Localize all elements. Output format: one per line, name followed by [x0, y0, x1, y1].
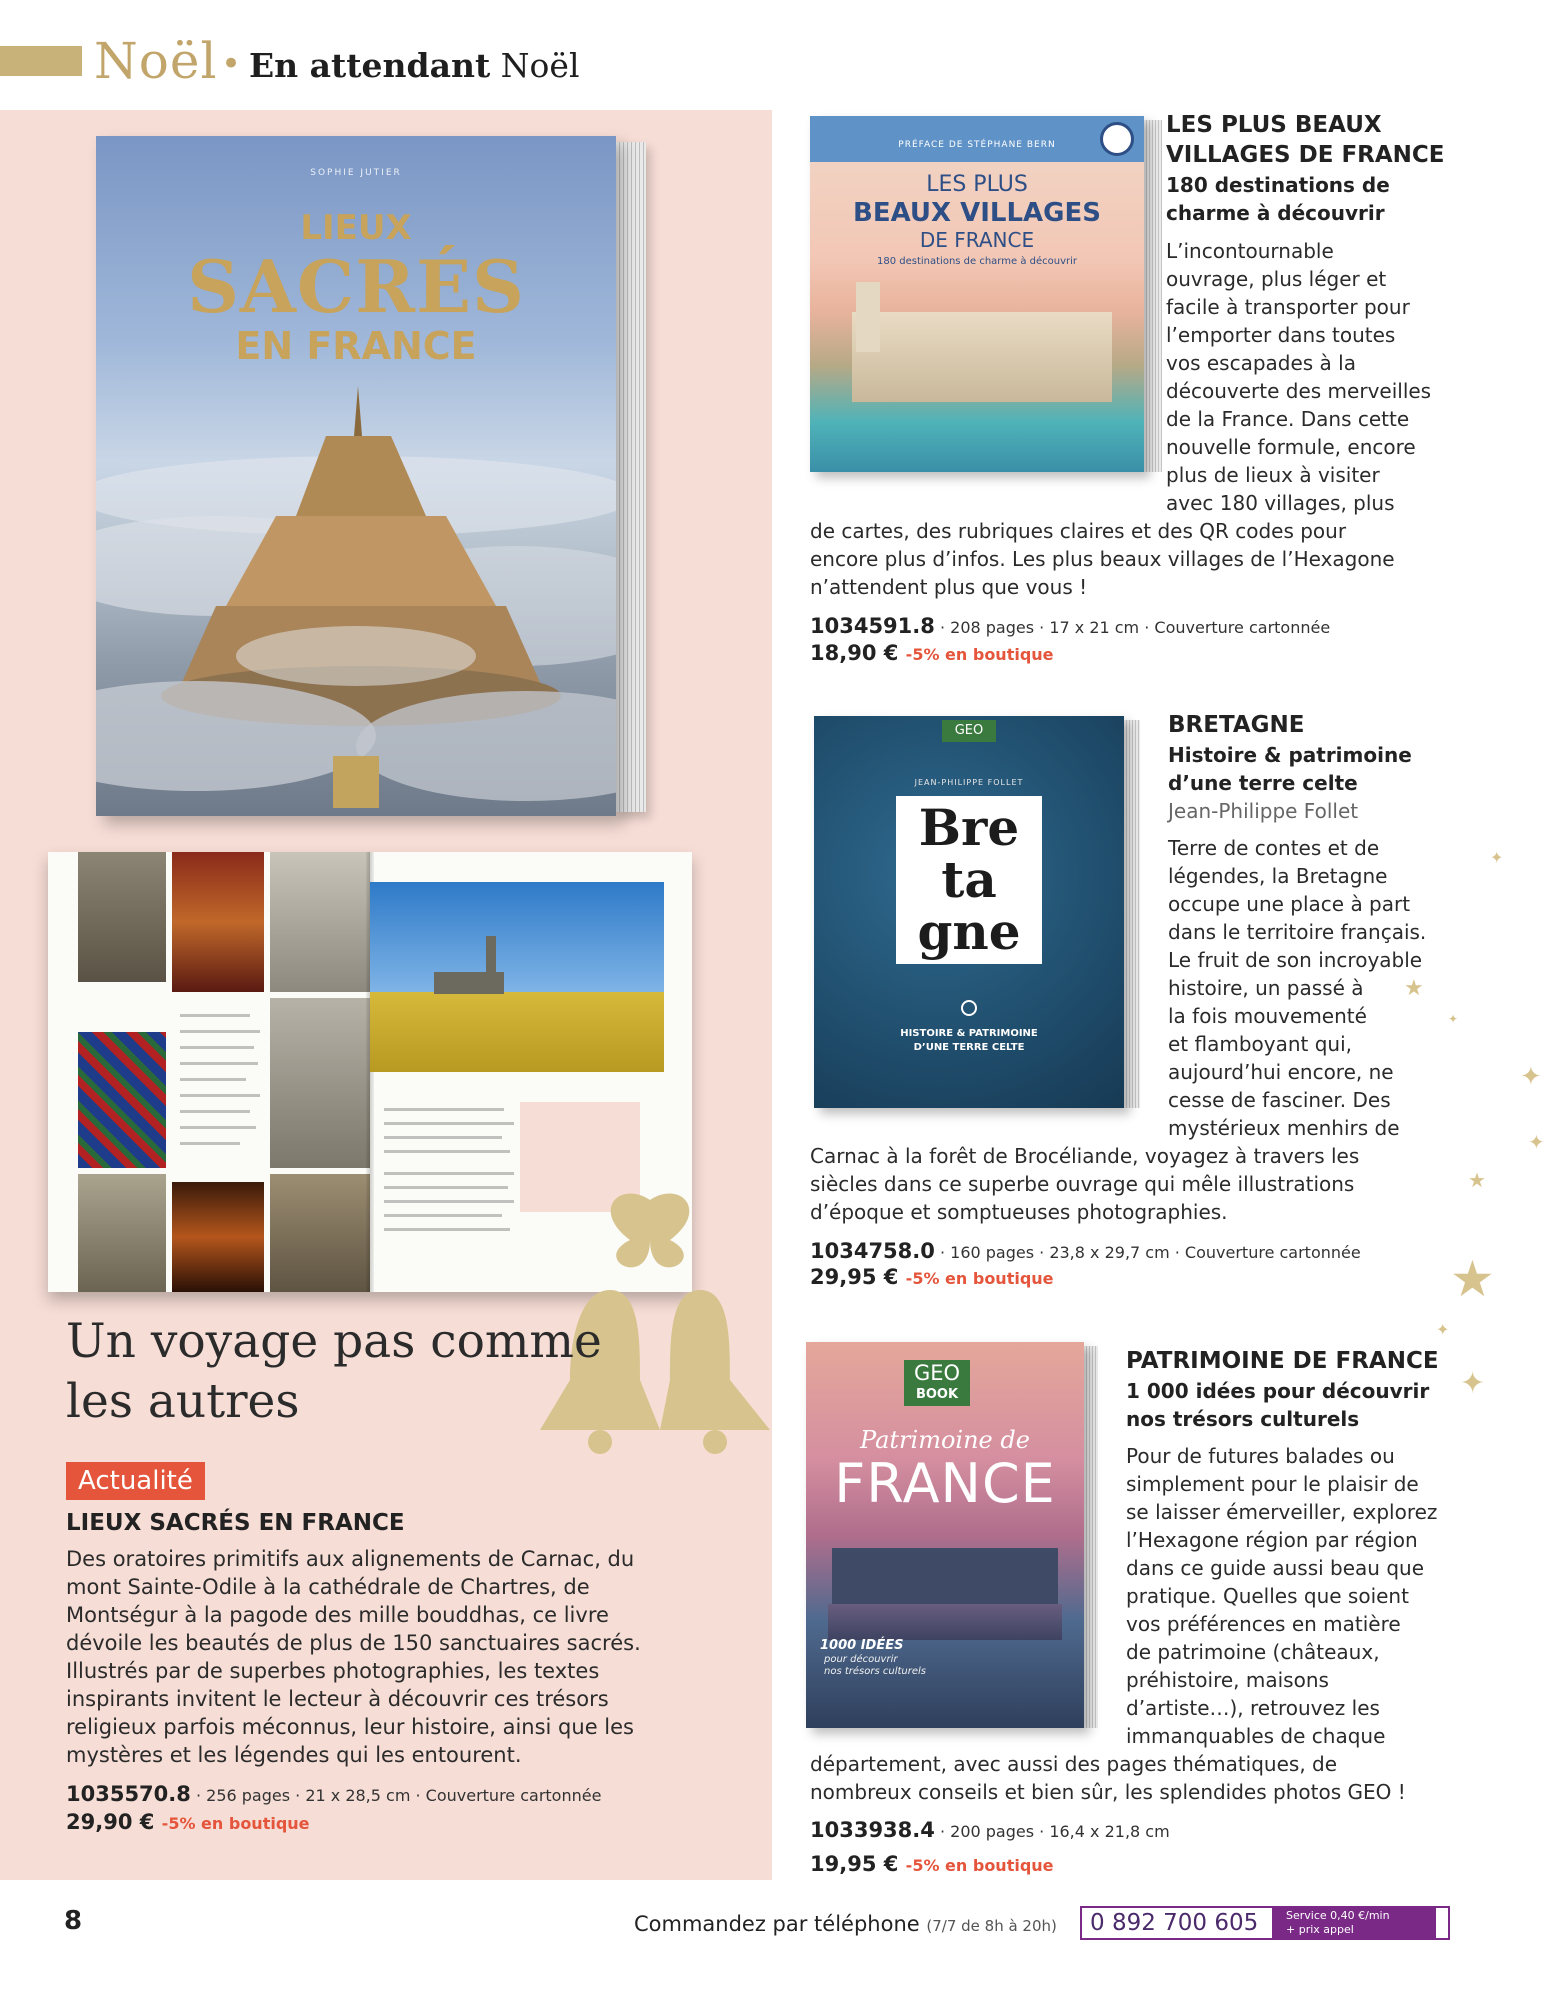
book1-price — [810, 641, 1054, 665]
star-icon: ✦ — [1490, 848, 1504, 867]
book3-cover-ideas-sub — [824, 1654, 926, 1678]
star-icon: ★ — [1404, 976, 1424, 1001]
text-line: la fois mouvementé — [1168, 1004, 1367, 1028]
village-tower — [856, 282, 880, 352]
book1-cover-preface: PRÉFACE DE STÉPHANE BERN — [898, 140, 1056, 150]
star-icon: ★ — [1450, 1250, 1495, 1308]
badge-icon — [1100, 122, 1134, 156]
book1-subtitle-line2: charme à découvrir — [1166, 201, 1385, 225]
main-book-description: Des oratoires primitifs aux alignements de Carnac, du mont Sainte-Odile à la cathédrale de Chartres, de Montségur à la pagode des mille bouddhas, ce livre dévoile les beautés de plus de 150 sanctuaires sacrés. Illustrés par de superbes photographies, les textes inspirants invitent le lecteur à découvrir ces trésors religieux parfois méconnus, leur histoire, ainsi que les mystères et les légendes qui les entourent. — [66, 1547, 641, 1767]
book1-title-line1: LES PLUS BEAUX — [1166, 112, 1382, 138]
price-value: 18,90 € — [810, 641, 899, 665]
book1-subtitle-line1: 180 destinations de — [1166, 173, 1390, 197]
text-line: d’artiste…), retrouvez les — [1126, 1696, 1380, 1720]
star-icon: ✦ — [1528, 1130, 1545, 1154]
text-line: facile à transporter pour — [1166, 295, 1410, 319]
book3-cover-line1: Patrimoine de — [860, 1426, 1030, 1454]
text-line: de la France. Dans cette — [1166, 407, 1410, 431]
text-line: immanquables de chaque — [1126, 1724, 1386, 1748]
price-discount: -5% en boutique — [905, 1856, 1054, 1875]
text-line: siècles dans ce superbe ouvrage qui mêle illustrations — [810, 1172, 1355, 1196]
book2-subtitle — [1168, 741, 1412, 797]
ref-specs: · 256 pages · 21 x 28,5 cm · Couverture cartonnée — [190, 1786, 602, 1805]
book1-cover-band — [810, 116, 1144, 162]
price-value: 19,95 € — [810, 1852, 899, 1876]
book2-cover-sub2: D’UNE TERRE CELTE — [913, 1042, 1025, 1053]
text-line: aujourd’hui encore, ne — [1168, 1060, 1394, 1084]
book1-cover-line1: LES PLUS — [926, 172, 1028, 197]
book2-cover-sub1: HISTOIRE & PATRIMOINE — [900, 1028, 1038, 1039]
book1-title-line2: VILLAGES DE FRANCE — [1166, 142, 1445, 168]
section-subtitle — [249, 46, 580, 85]
ref-specs: · 208 pages · 17 x 21 cm · Couverture cartonnée — [934, 618, 1331, 637]
book3-price — [810, 1852, 1054, 1876]
book1-page-edges — [1144, 120, 1162, 472]
brand-line1: GEO — [913, 1361, 961, 1385]
order-label — [634, 1912, 1057, 1936]
text-line: L’incontournable — [1166, 239, 1334, 263]
text-line: nouvelle formule, encore — [1166, 435, 1416, 459]
book3-cover-line2: FRANCE — [834, 1452, 1056, 1515]
book2-description-narrow — [1168, 834, 1426, 1142]
text-line: Pour de futures balades ou — [1126, 1444, 1395, 1468]
book1-subtitle — [1166, 171, 1390, 227]
star-icon: ✦ — [1436, 1320, 1450, 1339]
book3-subtitle-line2: nos trésors culturels — [1126, 1407, 1360, 1431]
interior-photo — [172, 1182, 264, 1292]
village-houses — [852, 312, 1112, 402]
service-line1: Service 0,40 €/min — [1286, 1909, 1390, 1922]
text-line: ouvrage, plus léger et — [1166, 267, 1387, 291]
ref-specs: · 200 pages · 16,4 x 21,8 cm — [934, 1822, 1170, 1841]
book1-cover-line3: DE FRANCE — [919, 228, 1035, 252]
book3-cover[interactable] — [806, 1342, 1084, 1728]
book3-subtitle — [1126, 1377, 1429, 1433]
book2-cover-author: JEAN-PHILIPPE FOLLET — [914, 778, 1024, 787]
book2-title-card — [896, 796, 1042, 964]
book2-description-wide — [810, 1142, 1359, 1226]
feature-headline — [66, 1312, 626, 1432]
service-line2: + prix appel — [1286, 1923, 1354, 1936]
wheat-field-photo — [370, 992, 664, 1072]
book2-author: Jean-Philippe Follet — [1168, 799, 1359, 823]
header-separator: • — [221, 44, 242, 84]
sky-photo — [370, 882, 664, 992]
text-line: occupe une place à part — [1168, 892, 1411, 916]
order-text: Commandez par téléphone — [634, 1912, 920, 1936]
cathedral-spire — [486, 936, 496, 976]
book3-ref — [810, 1818, 1170, 1842]
clock-photo — [270, 852, 370, 992]
cover-title-line2: SACRÉS — [187, 244, 525, 329]
text-line: de patrimoine (châteaux, — [1126, 1640, 1380, 1664]
phone-number[interactable]: 0 892 700 605 — [1090, 1910, 1259, 1936]
service-fee-badge — [1272, 1906, 1436, 1940]
book2-subtitle-line2: d’une terre celte — [1168, 771, 1358, 795]
book-page-edges — [616, 142, 646, 812]
book2-price — [810, 1265, 1054, 1289]
text-line: avec 180 villages, plus — [1166, 491, 1395, 515]
book3-cover-ideas: 1000 IDÉES — [820, 1638, 904, 1653]
chateau-reflection — [828, 1604, 1062, 1640]
chateau-silhouette — [832, 1548, 1058, 1604]
text-line: Carnac à la forêt de Brocéliande, voyagez à travers les — [810, 1144, 1360, 1168]
price-value: 29,95 € — [810, 1265, 899, 1289]
price-discount: -5% en boutique — [905, 645, 1054, 664]
book2-cover-word1: Bre — [918, 798, 1020, 857]
star-icon: ★ — [1468, 1168, 1486, 1192]
stained-glass-photo — [78, 1032, 166, 1168]
text-line: dans ce guide aussi beau que — [1126, 1556, 1424, 1580]
virgin-photo — [172, 852, 264, 992]
main-book-cover[interactable] — [96, 136, 616, 816]
text-line: mystérieux menhirs de — [1168, 1116, 1400, 1140]
book1-description-narrow — [1166, 237, 1431, 517]
brand-line2: BOOK — [915, 1387, 959, 1402]
star-icon: ✦ — [1520, 1062, 1542, 1092]
text-line: découverte des merveilles — [1166, 379, 1432, 403]
text-line: vos escapades à la — [1166, 351, 1356, 375]
book2-title: BRETAGNE — [1168, 712, 1305, 738]
book2-subtitle-line1: Histoire & patrimoine — [1168, 743, 1412, 767]
text-line: se laisser émerveiller, explorez — [1126, 1500, 1438, 1524]
text-line: n’attendent plus que vous ! — [810, 575, 1088, 599]
cover-author: SOPHIE JUTIER — [310, 168, 402, 178]
relief-photo — [78, 1174, 166, 1292]
ref-code: 1034758.0 — [810, 1239, 935, 1263]
cover-title-line1: LIEUX — [300, 208, 412, 248]
cover-title-line3: EN FRANCE — [235, 324, 477, 368]
book2-cover-word2: ta — [941, 850, 997, 909]
headline-line1: Un voyage pas comme — [66, 1314, 602, 1369]
text-line: vos préférences en matière — [1126, 1612, 1401, 1636]
page-number: 8 — [64, 1906, 83, 1936]
section-title: Noël — [94, 32, 218, 90]
ideas-line3: nos trésors culturels — [824, 1666, 926, 1677]
book3-description-narrow — [1126, 1442, 1437, 1750]
triskel-icon — [961, 1000, 977, 1016]
book3-page-edges — [1084, 1346, 1098, 1728]
text-line: pratique. Quelles que soient — [1126, 1584, 1409, 1608]
text-line: préhistoire, maisons — [1126, 1668, 1329, 1692]
text-line: plus de lieux à visiter — [1166, 463, 1380, 487]
subtitle-bold: En attendant — [249, 46, 491, 85]
book2-cover-brand: GEO — [942, 720, 996, 742]
headline-line2: les autres — [66, 1374, 300, 1429]
spread-left-page — [48, 852, 370, 1292]
news-badge: Actualité — [66, 1462, 205, 1500]
text-line: légendes, la Bretagne — [1168, 864, 1388, 888]
ref-code: 1034591.8 — [810, 614, 935, 638]
book2-ref — [810, 1239, 1361, 1263]
text-line: et flamboyant qui, — [1168, 1032, 1353, 1056]
book3-description-wide — [810, 1750, 1406, 1806]
book1-cover-line4: 180 destinations de charme à découvrir — [876, 256, 1077, 267]
main-book-ref — [66, 1782, 601, 1806]
book2-page-edges — [1124, 720, 1140, 1108]
text-line: histoire, un passé à — [1168, 976, 1364, 1000]
saint-statue-photo — [270, 1174, 370, 1292]
text-line: l’emporter dans toutes — [1166, 323, 1396, 347]
book1-title — [1166, 110, 1445, 170]
ref-code: 1035570.8 — [66, 1782, 191, 1806]
ref-specs: · 160 pages · 23,8 x 29,7 cm · Couverture cartonnée — [934, 1243, 1361, 1262]
ref-code: 1033938.4 — [810, 1818, 935, 1842]
text-line: département, avec aussi des pages thématiques, de — [810, 1752, 1338, 1776]
text-line: cesse de fasciner. Des — [1168, 1088, 1391, 1112]
book1-cover[interactable] — [810, 116, 1144, 472]
book2-cover[interactable] — [814, 716, 1124, 1108]
order-hours: (7/7 de 8h à 20h) — [926, 1917, 1057, 1935]
main-book-price — [66, 1810, 310, 1834]
main-book-title: LIEUX SACRÉS EN FRANCE — [66, 1510, 405, 1536]
text-line: Terre de contes et de — [1168, 836, 1380, 860]
text-line: d’époque et somptueuses photographies. — [810, 1200, 1228, 1224]
text-line: dans le territoire français. — [1168, 920, 1427, 944]
sculpture-photo — [270, 998, 370, 1168]
text-line: de cartes, des rubriques claires et des QR codes pour — [810, 519, 1347, 543]
ideas-line2: pour découvrir — [824, 1654, 898, 1665]
header-accent-bar — [0, 46, 82, 76]
book3-subtitle-line1: 1 000 idées pour découvrir — [1126, 1379, 1430, 1403]
price-value: 29,90 € — [66, 1810, 155, 1834]
star-icon: ✦ — [1448, 1012, 1459, 1026]
text-line: encore plus d’infos. Les plus beaux villages de l’Hexagone — [810, 547, 1395, 571]
price-discount: -5% en boutique — [905, 1269, 1054, 1288]
text-line: Le fruit de son incroyable — [1168, 948, 1423, 972]
statue-photo — [78, 852, 166, 982]
book3-title: PATRIMOINE DE FRANCE — [1126, 1348, 1439, 1374]
text-line: nombreux conseils et bien sûr, les splendides photos GEO ! — [810, 1780, 1406, 1804]
publisher-logo — [333, 756, 379, 808]
text-line: simplement pour le plaisir de — [1126, 1472, 1419, 1496]
price-discount: -5% en boutique — [161, 1814, 310, 1833]
book1-description-wide — [810, 517, 1395, 601]
text-line: l’Hexagone région par région — [1126, 1528, 1418, 1552]
subtitle-rest: Noël — [490, 46, 580, 85]
book1-ref — [810, 614, 1330, 638]
book1-cover-line2: BEAUX VILLAGES — [853, 198, 1101, 228]
book3-cover-brand — [904, 1360, 970, 1406]
book2-cover-word3: gne — [917, 902, 1021, 961]
star-icon: ✦ — [1460, 1366, 1486, 1401]
